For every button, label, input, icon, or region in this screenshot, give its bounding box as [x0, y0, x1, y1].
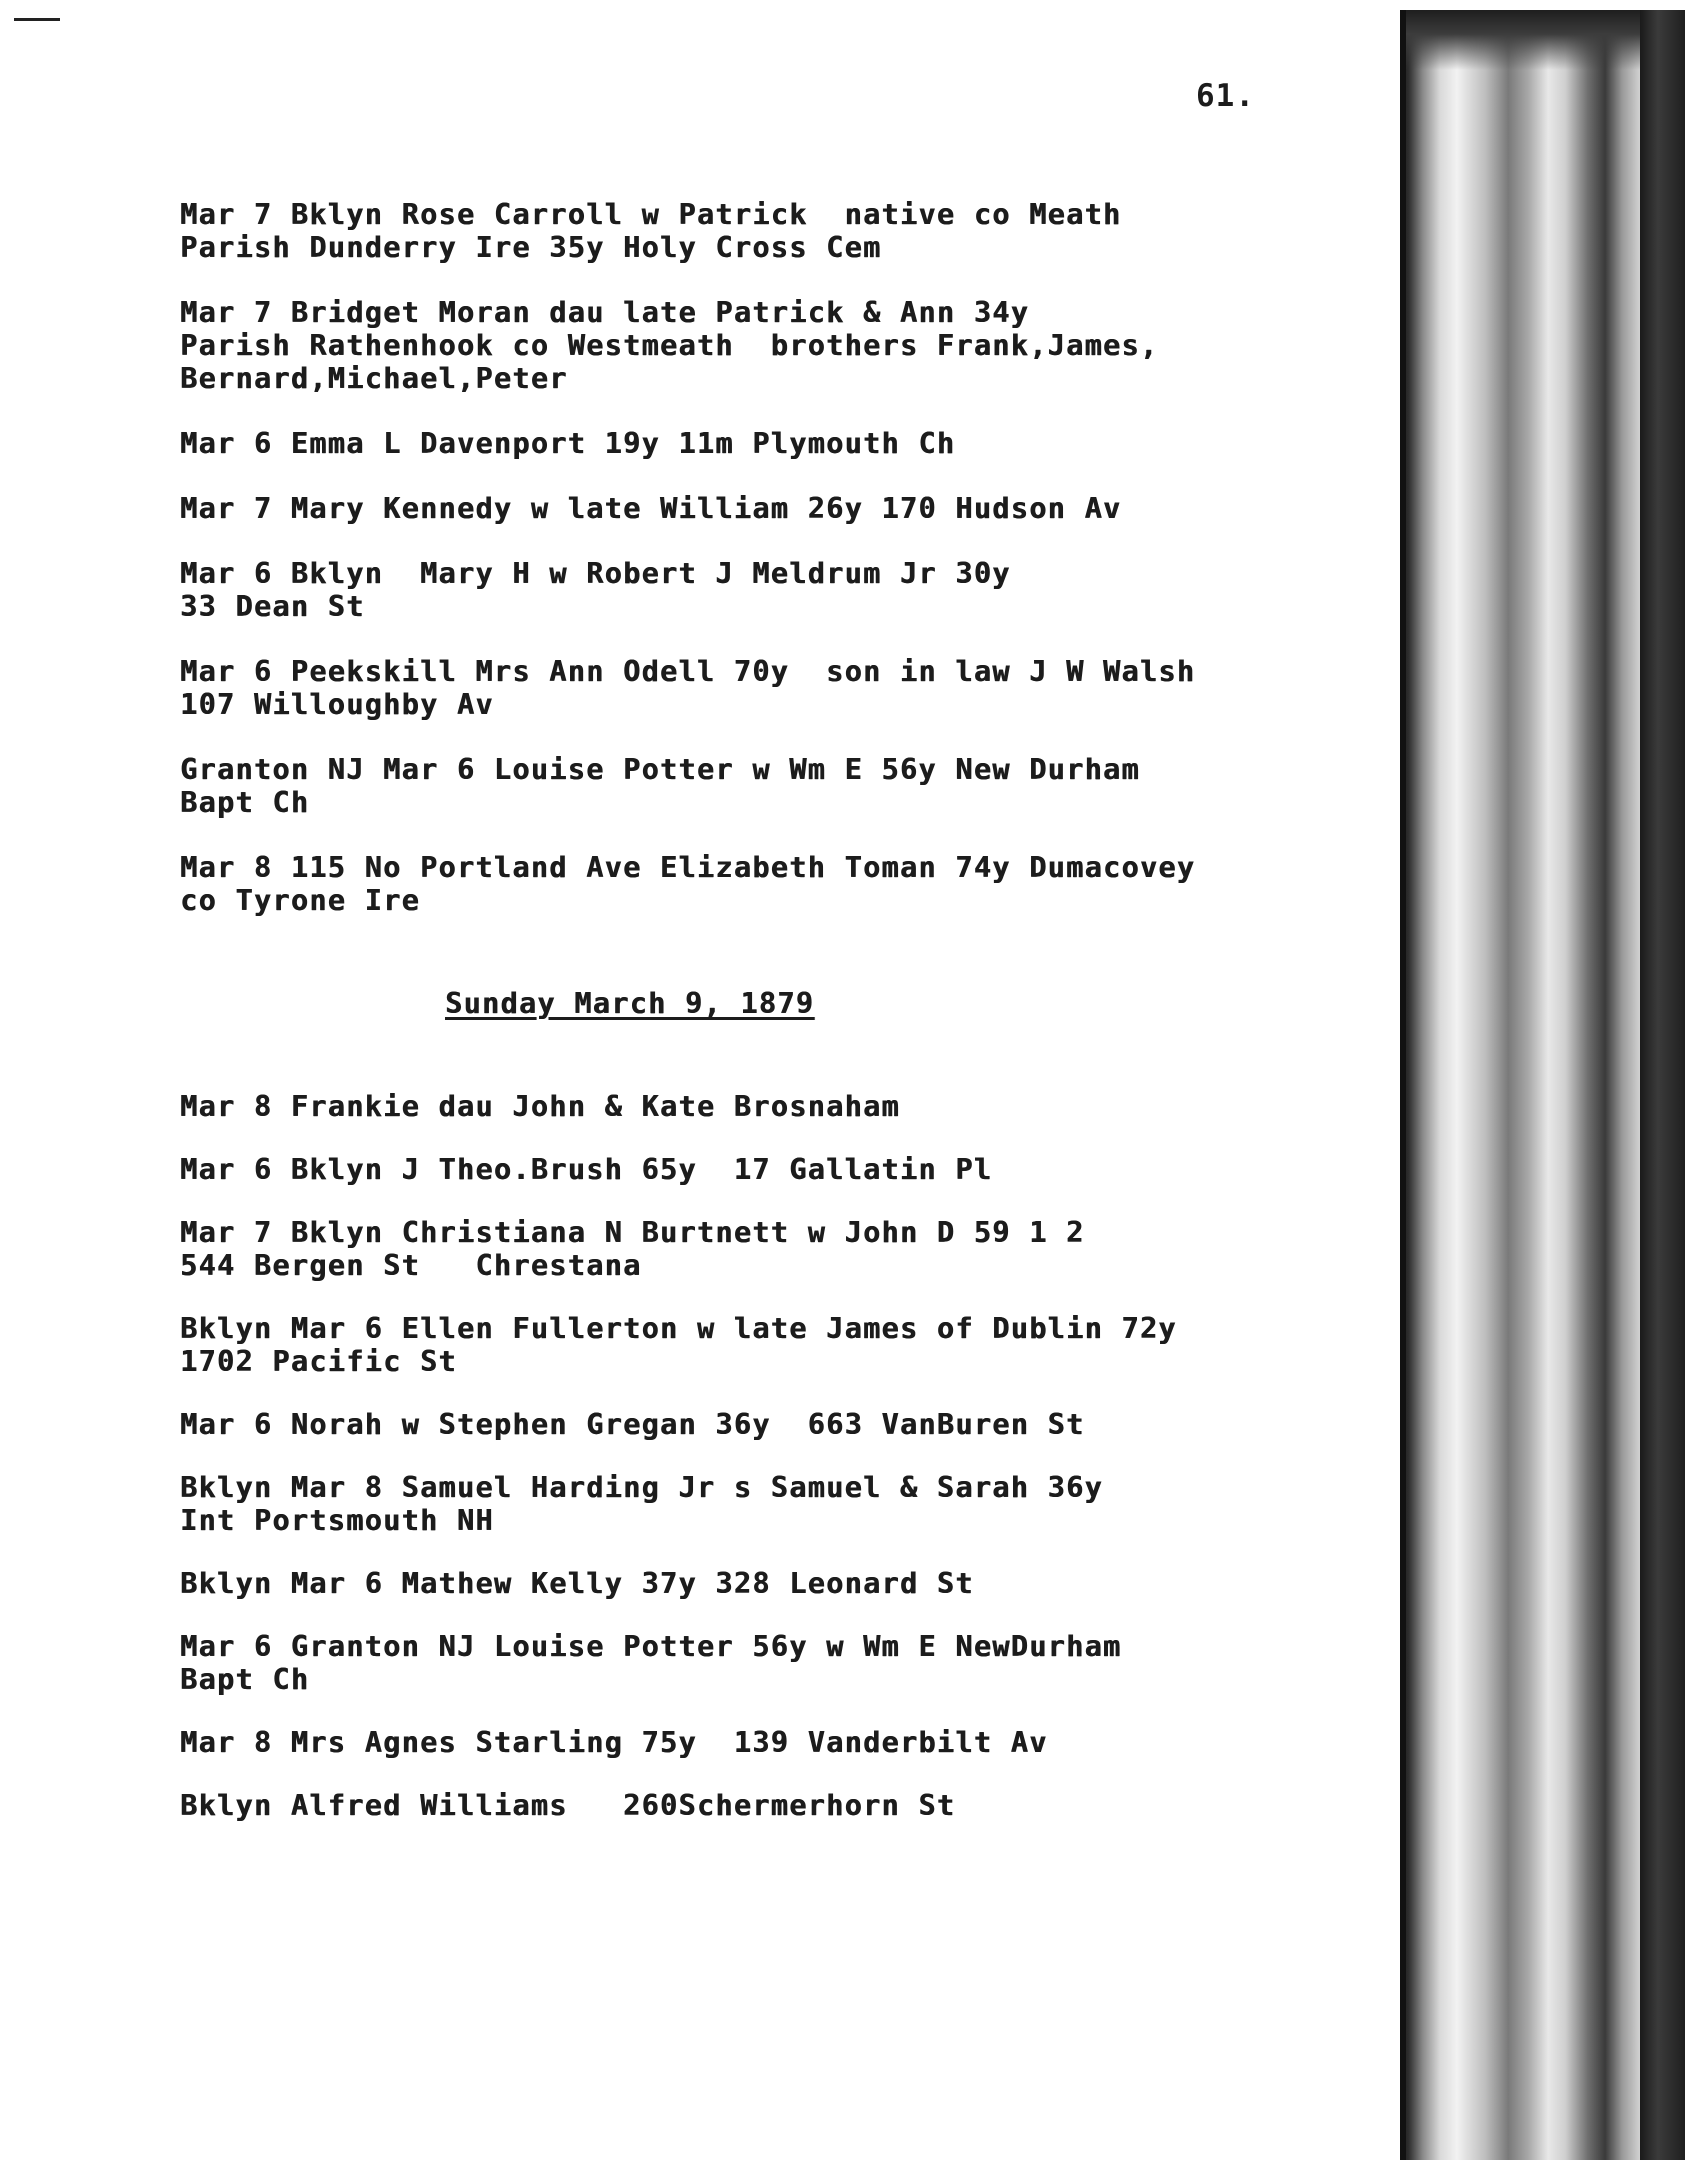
death-notice-entry: Mar 6 Bklyn J Theo.Brush 65y 17 Gallatin Pl	[180, 1153, 993, 1186]
death-notice-entry: Mar 6 Peekskill Mrs Ann Odell 70y son in law J W Walsh 107 Willoughby Av	[180, 655, 1196, 721]
section-heading-date: Sunday March 9, 1879	[445, 987, 815, 1020]
death-notice-entry: Bklyn Alfred Williams 260Schermerhorn St	[180, 1789, 956, 1822]
death-notice-entry: Mar 8 Frankie dau John & Kate Brosnaham	[180, 1090, 900, 1123]
page-number: 61.	[1196, 78, 1255, 114]
death-notice-entry: Mar 6 Bklyn Mary H w Robert J Meldrum Jr 30y 33 Dean St	[180, 557, 1011, 623]
death-notice-entry: Granton NJ Mar 6 Louise Potter w Wm E 56y New Durham Bapt Ch	[180, 753, 1140, 819]
death-notice-entry: Mar 6 Emma L Davenport 19y 11m Plymouth Ch	[180, 427, 956, 460]
death-notice-entry: Mar 8 115 No Portland Ave Elizabeth Toman 74y Dumacovey co Tyrone Ire	[180, 851, 1196, 917]
death-notice-entry: Mar 6 Granton NJ Louise Potter 56y w Wm E NewDurham Bapt Ch	[180, 1630, 1122, 1696]
scan-edge-strip	[1640, 10, 1685, 2160]
entries-before-section	[180, 198, 1260, 917]
entries-container	[180, 198, 1260, 1852]
death-notice-entry: Mar 7 Bklyn Christiana N Burtnett w John D 59 1 2 544 Bergen St Chrestana	[180, 1216, 1085, 1282]
death-notice-entry: Mar 7 Bklyn Rose Carroll w Patrick native co Meath Parish Dunderry Ire 35y Holy Cross Cem	[180, 198, 1122, 264]
corner-mark	[14, 18, 60, 21]
death-notice-entry: Mar 7 Mary Kennedy w late William 26y 170 Hudson Av	[180, 492, 1122, 525]
death-notice-entry: Mar 8 Mrs Agnes Starling 75y 139 Vanderbilt Av	[180, 1726, 1048, 1759]
death-notice-entry: Bklyn Mar 6 Mathew Kelly 37y 328 Leonard St	[180, 1567, 974, 1600]
death-notice-entry: Bklyn Mar 8 Samuel Harding Jr s Samuel & Sarah 36y Int Portsmouth NH	[180, 1471, 1103, 1537]
entries-after-section	[180, 1090, 1260, 1822]
death-notice-entry: Mar 6 Norah w Stephen Gregan 36y 663 VanBuren St	[180, 1408, 1085, 1441]
death-notice-entry: Mar 7 Bridget Moran dau late Patrick & Ann 34y Parish Rathenhook co Westmeath brothers Frank,James, Bernard,Michael,Peter	[180, 296, 1159, 395]
page-edge-line	[1400, 10, 1406, 2160]
death-notice-entry: Bklyn Mar 6 Ellen Fullerton w late James of Dublin 72y 1702 Pacific St	[180, 1312, 1177, 1378]
